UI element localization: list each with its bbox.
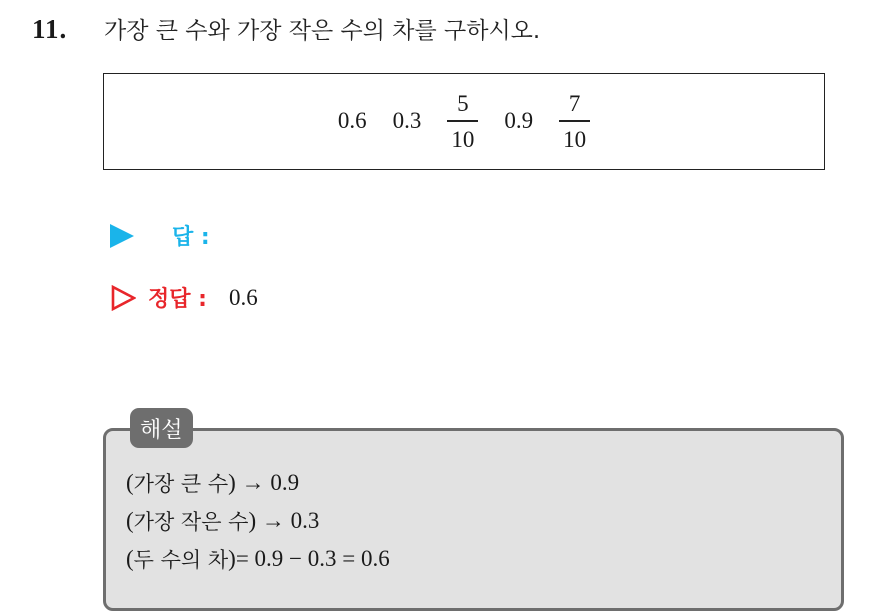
question-header	[32, 12, 540, 45]
correct-answer-value: 0.6	[228, 284, 258, 310]
correct-answer-label: 정답 :	[148, 287, 207, 312]
solution-expression: )= 0.9 − 0.3 = 0.6	[228, 546, 390, 571]
number-item: 0.3	[392, 108, 422, 134]
fraction-denominator: 10	[451, 126, 475, 152]
paren-open: (	[126, 470, 134, 495]
correct-answer-row	[110, 282, 258, 313]
solution-line	[126, 464, 390, 502]
solution-lines	[126, 464, 390, 578]
solution-expression: ) → 0.3	[248, 508, 320, 533]
filled-triangle-right-icon	[110, 224, 134, 248]
solution-term: 두 수의 차	[133, 548, 229, 572]
solution-line	[126, 502, 390, 540]
outline-triangle-right-icon	[110, 285, 136, 311]
question-number: 11.	[32, 14, 68, 44]
number-item: 0.6	[337, 108, 367, 134]
solution-tab: 해설	[130, 408, 193, 448]
solution-term: 가장 큰 수	[133, 472, 229, 496]
fraction-numerator: 5	[457, 91, 469, 117]
number-list	[338, 92, 590, 150]
question-text: 가장 큰 수와 가장 작은 수의 차를 구하시오.	[104, 18, 541, 44]
answer-row	[110, 220, 210, 251]
solution-expression: ) → 0.9	[228, 470, 300, 495]
paren-open: (	[126, 508, 134, 533]
solution-term: 가장 작은 수	[133, 510, 249, 534]
fraction-numerator: 7	[568, 91, 581, 117]
number-item: 0.9	[504, 108, 534, 134]
fraction-item	[447, 92, 478, 150]
fraction-denominator: 10	[563, 126, 587, 152]
answer-label: 답 :	[172, 225, 210, 250]
solution-line	[126, 540, 390, 578]
fraction-item	[559, 92, 590, 150]
paren-open: (	[126, 546, 134, 571]
number-box	[103, 73, 825, 170]
